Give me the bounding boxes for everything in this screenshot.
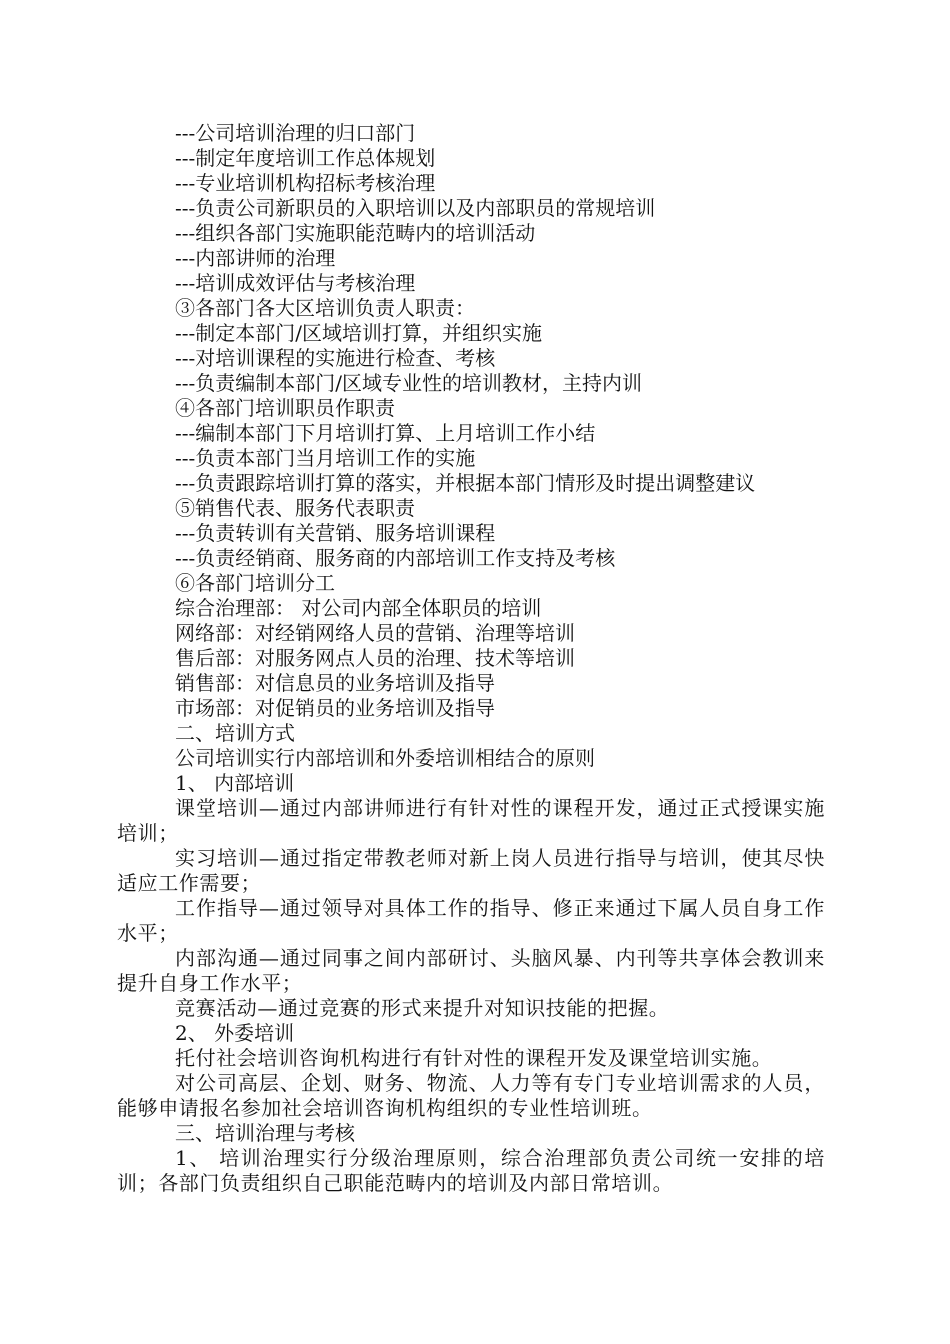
text-line: ---专业培训机构招标考核治理 bbox=[175, 171, 436, 195]
paragraph: 课堂培训—通过内部讲师进行有针对性的课程开发，通过正式授课实施培训； bbox=[117, 796, 825, 845]
text-line: ---制定年度培训工作总体规划 bbox=[175, 146, 436, 170]
text-line: 市场部：对促销员的业务培训及指导 bbox=[175, 696, 495, 720]
paragraph: 实习培训—通过指定带教老师对新上岗人员进行指导与培训，使其尽快适应工作需要； bbox=[117, 846, 825, 895]
text-line: ---负责跟踪培训打算的落实，并根据本部门情形及时提出调整建议 bbox=[175, 471, 756, 495]
text-line: ---负责编制本部门/区域专业性的培训教材，主持内训 bbox=[175, 371, 643, 395]
paragraph: 对公司高层、企划、财务、物流、人力等有专门专业培训需求的人员，能够申请报名参加社会培训咨询机构组织的专业性培训班。 bbox=[117, 1071, 825, 1120]
text-line: ---负责经销商、服务商的内部培训工作支持及考核 bbox=[175, 546, 616, 570]
text-line: ---对培训课程的实施进行检查、考核 bbox=[175, 346, 496, 370]
text-line: ---编制本部门下月培训打算、上月培训工作小结 bbox=[175, 421, 596, 445]
subsection-heading: 1、 内部培训 bbox=[175, 771, 295, 795]
document-body bbox=[117, 121, 825, 1196]
paragraph: 1、 培训治理实行分级治理原则，综合治理部负责公司统一安排的培训；各部门负责组织自己职能范畴内的培训及内部日常培训。 bbox=[117, 1146, 825, 1195]
text-line: 售后部：对服务网点人员的治理、技术等培训 bbox=[175, 646, 575, 670]
text-line: 销售部：对信息员的业务培训及指导 bbox=[175, 671, 495, 695]
section-heading: ③各部门各大区培训负责人职责： bbox=[175, 296, 475, 320]
text-line: ---负责公司新职员的入职培训以及内部职员的常规培训 bbox=[175, 196, 656, 220]
section-heading: 二、培训方式 bbox=[175, 721, 295, 745]
text-line: ---公司培训治理的归口部门 bbox=[175, 121, 416, 145]
paragraph: 内部沟通—通过同事之间内部研讨、头脑风暴、内刊等共享体会教训来提升自身工作水平； bbox=[117, 946, 825, 995]
paragraph: 竞赛活动—通过竞赛的形式来提升对知识技能的把握。 bbox=[175, 996, 670, 1020]
text-line: ---组织各部门实施职能范畴内的培训活动 bbox=[175, 221, 536, 245]
text-line: ---培训成效评估与考核治理 bbox=[175, 271, 416, 295]
paragraph: 托付社会培训咨询机构进行有针对性的课程开发及课堂培训实施。 bbox=[175, 1046, 773, 1070]
text-line: ---负责本部门当月培训工作的实施 bbox=[175, 446, 476, 470]
text-line: ---内部讲师的治理 bbox=[175, 246, 336, 270]
section-heading: ④各部门培训职员作职责 bbox=[175, 396, 395, 420]
section-heading: ⑥各部门培训分工 bbox=[175, 571, 335, 595]
subsection-heading: 2、 外委培训 bbox=[175, 1021, 295, 1045]
text-line: ---制定本部门/区域培训打算，并组织实施 bbox=[175, 321, 543, 345]
paragraph: 工作指导—通过领导对具体工作的指导、修正来通过下属人员自身工作水平； bbox=[117, 896, 825, 945]
text-line: 综合治理部： 对公司内部全体职员的培训 bbox=[175, 596, 542, 620]
text-line: 公司培训实行内部培训和外委培训相结合的原则 bbox=[175, 746, 595, 770]
section-heading: ⑤销售代表、服务代表职责 bbox=[175, 496, 415, 520]
text-line: 网络部：对经销网络人员的营销、治理等培训 bbox=[175, 621, 575, 645]
section-heading: 三、培训治理与考核 bbox=[175, 1121, 355, 1145]
text-line: ---负责转训有关营销、服务培训课程 bbox=[175, 521, 496, 545]
